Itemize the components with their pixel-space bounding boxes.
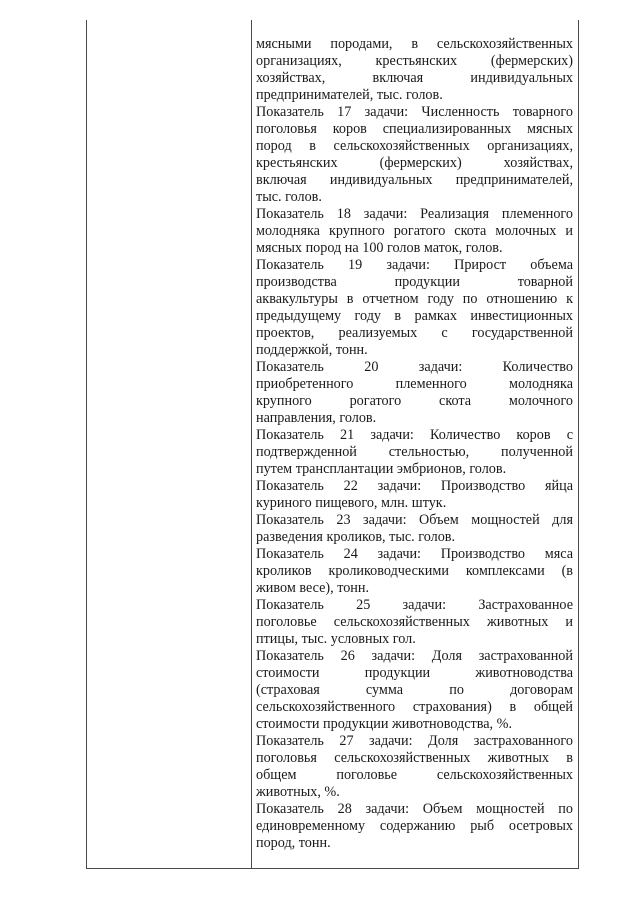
text-line: пород, тонн. [256,835,331,851]
text-line: направления, голов. [256,410,377,426]
text-line: подтвержденной стельностью, полученной [256,444,573,460]
text-line: Показатель 24 задачи: Производство мяса [256,546,573,562]
text-line: разведения кроликов, тыс. голов. [256,529,456,545]
text-line: Показатель 22 задачи: Производство яйца [256,478,573,494]
text-line: стоимости продукции животноводства [256,665,573,681]
text-line: сельскохозяйственного страхования) в общей [256,699,573,715]
table-bottom-border [86,868,579,869]
text-line: аквакультуры в отчетном году по отношению к [256,291,573,307]
text-line: предыдущему году в рамках инвестиционных [256,308,573,324]
text-line: животных, %. [256,784,340,800]
text-line: поголовья коров специализированных мясных [256,121,573,137]
text-line: крупного рогатого скота молочного [256,393,573,409]
indicator-paragraph-p19 [256,257,573,359]
text-line: Показатель 17 задачи: Численность товарного [256,104,573,120]
text-line: хозяйствах, включая индивидуальных [256,70,573,86]
text-line: Показатель 20 задачи: Количество [256,359,573,375]
text-line: мясных пород на 100 голов маток, голов. [256,240,503,256]
indicator-paragraph-p22 [256,478,573,512]
text-line: куриного пищевого, млн. штук. [256,495,447,511]
text-line: поголовье сельскохозяйственных животных и [256,614,573,630]
indicator-paragraph-p24 [256,546,573,597]
indicator-paragraph-p23 [256,512,573,546]
indicator-paragraph-p26 [256,648,573,733]
text-line: молодняка крупного рогатого скота молочных и [256,223,573,239]
text-line: поголовья сельскохозяйственных животных в [256,750,573,766]
text-line: Показатель 19 задачи: Прирост объема [256,257,573,273]
text-line: живом весе), тонн. [256,580,370,596]
text-line: предпринимателей, тыс. голов. [256,87,443,103]
indicator-paragraph-p21 [256,427,573,478]
text-line: стоимости продукции животноводства, %. [256,716,513,732]
text-line: кроликов кролиководческими комплексами (в [256,563,573,579]
text-line: Показатель 27 задачи: Доля застрахованного [256,733,573,749]
indicator-paragraph-p27 [256,733,573,801]
text-line: Показатель 21 задачи: Количество коров с [256,427,573,443]
text-line: птицы, тыс. условных гол. [256,631,416,647]
text-line: путем трансплантации эмбрионов, голов. [256,461,507,477]
indicator-paragraph-p18 [256,206,573,257]
text-line: тыс. голов. [256,189,322,205]
text-line: производства продукции товарной [256,274,573,290]
text-line: крестьянских (фермерских) хозяйствах, [256,155,573,171]
table-left-border [86,20,87,869]
table-column-divider [251,20,252,869]
indicators-cell [256,36,573,852]
text-line: включая индивидуальных предпринимателей, [256,172,573,188]
text-line: поддержкой, тонн. [256,342,368,358]
text-line: проектов, реализуемых с государственной [256,325,573,341]
text-line: пород в сельскохозяйственных организациях, [256,138,573,154]
table-right-border [578,20,579,869]
text-line: (страховая сумма по договорам [256,682,573,698]
text-line: общем поголовье сельскохозяйственных [256,767,573,783]
text-line: Показатель 26 задачи: Доля застрахованной [256,648,573,664]
indicator-paragraph-p17 [256,104,573,206]
indicator-paragraph-cont [256,36,573,104]
text-line: приобретенного племенного молодняка [256,376,573,392]
indicator-paragraph-p25 [256,597,573,648]
indicator-paragraph-p20 [256,359,573,427]
text-line: мясными породами, в сельскохозяйственных [256,36,573,52]
text-line: Показатель 23 задачи: Объем мощностей для [256,512,573,528]
text-line: организациях, крестьянских (фермерских) [256,53,573,69]
text-line: Показатель 28 задачи: Объем мощностей по [256,801,573,817]
text-line: Показатель 25 задачи: Застрахованное [256,597,573,613]
indicator-paragraph-p28 [256,801,573,852]
text-line: единовременному содержанию рыб осетровых [256,818,573,834]
text-line: Показатель 18 задачи: Реализация племенного [256,206,573,222]
